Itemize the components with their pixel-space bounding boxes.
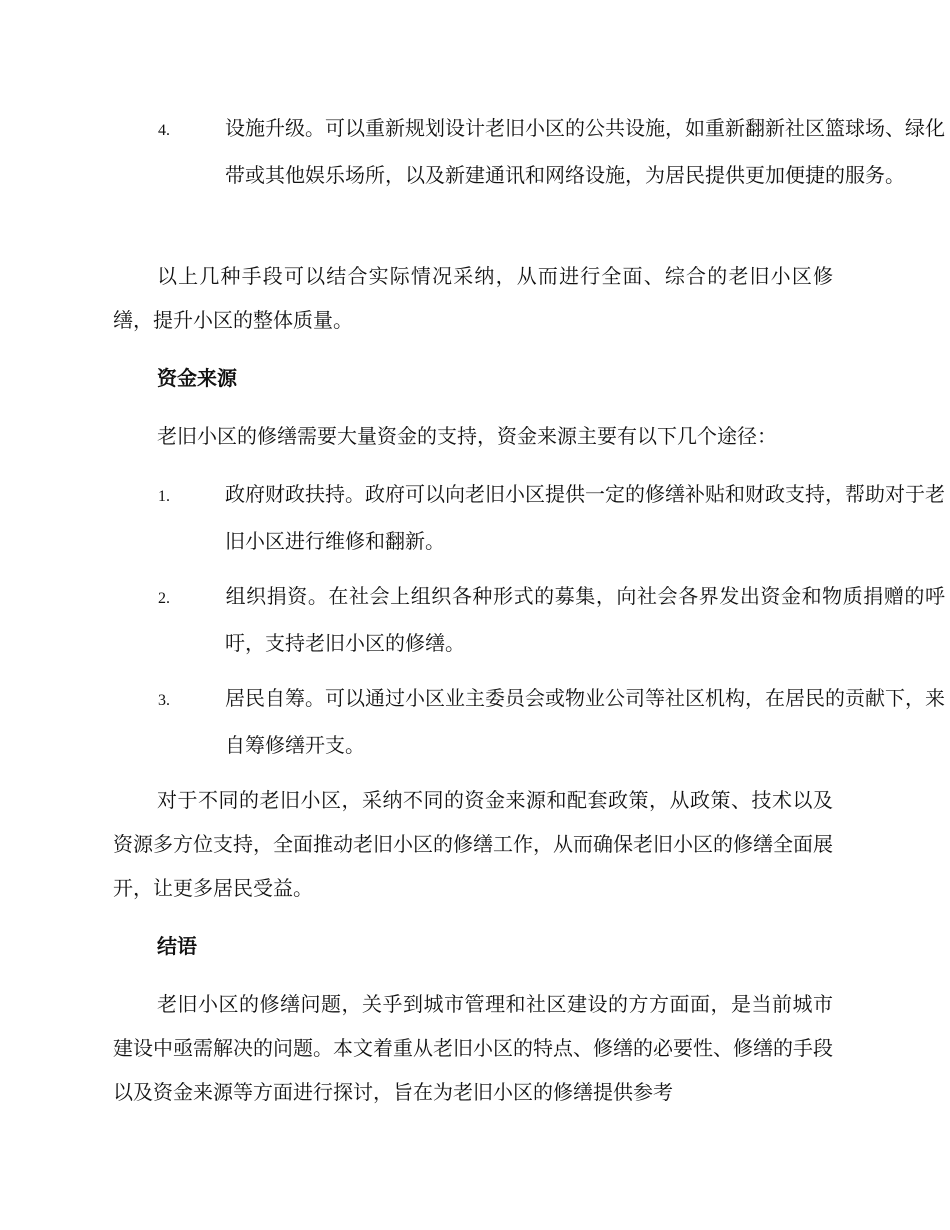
list-item-2 xyxy=(113,574,945,665)
list-item-text: 设施升级。可以重新规划设计老旧小区的公共设施，如重新翻新社区篮球场、绿化带或其他娱乐场所，以及新建通讯和网络设施，为居民提供更加便捷的服务。 xyxy=(225,116,945,187)
list-number: 3. xyxy=(158,692,170,709)
list-number: 1. xyxy=(158,488,170,505)
list-number: 4. xyxy=(158,122,170,139)
list-number: 2. xyxy=(158,590,170,607)
funding-closing-paragraph: 对于不同的老旧小区，采纳不同的资金来源和配套政策，从政策、技术以及资源多方位支持，全面推动老旧小区的修缮工作，从而确保老旧小区的修缮全面展开，让更多居民受益。 xyxy=(113,788,833,900)
list-item-3 xyxy=(113,676,945,767)
summary-paragraph: 以上几种手段可以结合实际情况采纳，从而进行全面、综合的老旧小区修缮，提升小区的整体质量。 xyxy=(113,264,833,332)
funding-intro-paragraph: 老旧小区的修缮需要大量资金的支持，资金来源主要有以下几个途径： xyxy=(157,424,777,448)
section-heading-funding: 资金来源 xyxy=(157,366,237,390)
list-item-1 xyxy=(113,472,945,563)
list-item-text: 政府财政扶持。政府可以向老旧小区提供一定的修缮补贴和财政支持，帮助对于老旧小区进行维修和翻新。 xyxy=(225,482,945,553)
list-item-text: 组织捐资。在社会上组织各种形式的募集，向社会各界发出资金和物质捐赠的呼吁，支持老旧小区的修缮。 xyxy=(225,584,945,655)
conclusion-paragraph: 老旧小区的修缮问题，关乎到城市管理和社区建设的方方面面，是当前城市建设中亟需解决的问题。本文着重从老旧小区的特点、修缮的必要性、修缮的手段以及资金来源等方面进行探讨，旨在为老旧小区的修缮提供参考 xyxy=(113,992,833,1104)
list-item-text: 居民自筹。可以通过小区业主委员会或物业公司等社区机构，在居民的贡献下，来自筹修缮开支。 xyxy=(225,686,945,757)
section-heading-conclusion: 结语 xyxy=(157,934,197,958)
list-item-4 xyxy=(113,106,945,197)
